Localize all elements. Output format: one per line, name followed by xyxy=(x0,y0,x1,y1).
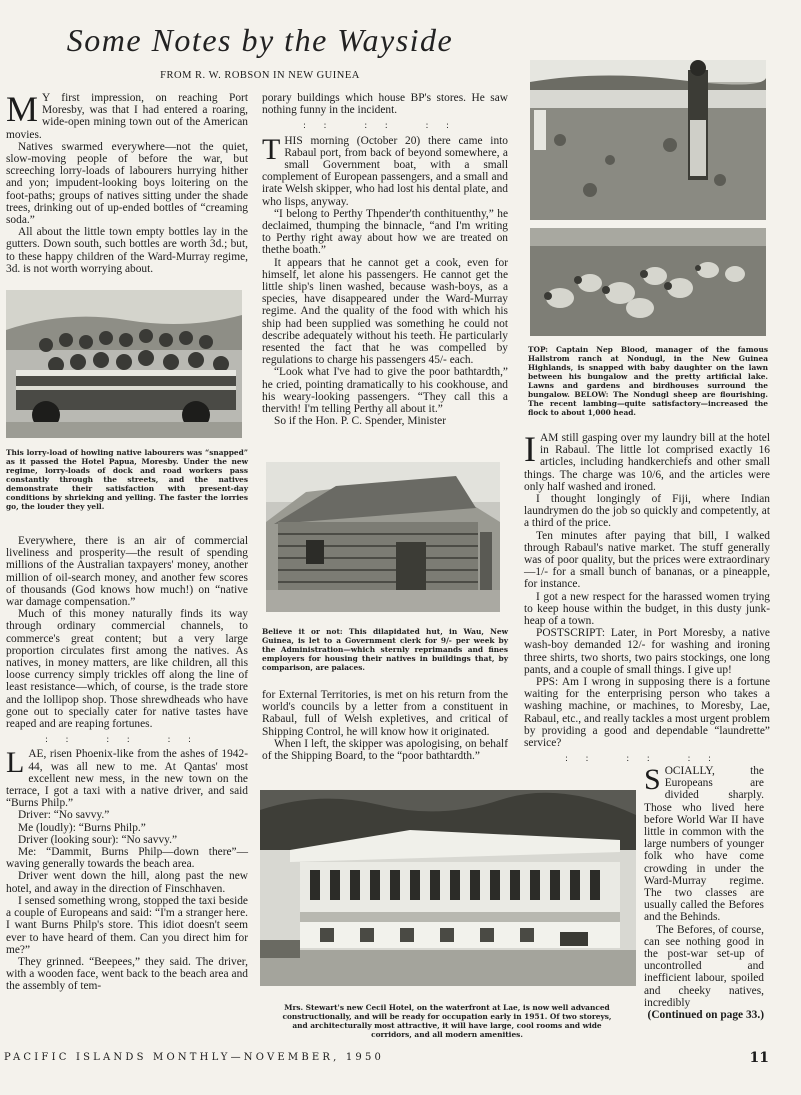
photo-caption-nondugl: TOP: Captain Nep Blood, manager of the famous Hallstrom ranch at Nondugl, in the New Guinea Highlands, is snapped with baby daughter on the lawn between his bungalow and the pretty artificial lake. Lawns and gardens and birdhouses surround the bungalow. BELOW: The Nondugl sheep are flourishing. The recent lambing—quite satisfactory—increased the flock to about 1,000 head. xyxy=(528,345,768,417)
paragraph: POSTSCRIPT: Later, in Port Moresby, a native wash-boy demanded 12/- for washing and ironing three shirts, two shorts, two pairs stockings, one long pants, and a couple of small things. I give up! xyxy=(524,627,770,676)
paragraph: “Look what I've had to give the poor bathtardth,” he cried, pointing dramatically to his cookhouse, and his weary-looking passengers. “They call this a thervith! I'm telling Perthy all about it.” xyxy=(262,366,508,416)
section-separator: :: :: :: xyxy=(565,753,729,764)
paragraph: HIS morning (October 20) there came into Rabaul port, from back of beyond somewhere, a small Government boat, with a small complement of European passengers, and a small and irate Welsh skipper, who had lost his dental plate, and who lisps, anyway. xyxy=(262,134,508,208)
paragraph: Much of this money naturally finds its way through ordinary commercial channels, to commerce's great content; but a very large proportion circulates first among the natives. As natives, in money matters, are like children, all this loose currency simply trickles off along the line of least resistance—which, of course, is the trade store and the lollipop shop. Those shrewdheads who have gone out to specially cater for native tastes have reaped and are reaping fortunes. xyxy=(6,608,248,731)
continued-note: (Continued on page 33.) xyxy=(647,1009,764,1022)
drop-cap: T xyxy=(262,132,281,166)
photo-cecil-hotel xyxy=(260,790,636,986)
section-separator: :: :: :: xyxy=(45,734,209,745)
column-2-top xyxy=(262,92,508,427)
column-1-top xyxy=(6,89,248,275)
drop-cap: M xyxy=(6,89,39,129)
paragraph: Y first impression, on reaching Port Moresby, was that I had entered a roaring, wide-open mining town out of the American movies. xyxy=(6,92,248,141)
paragraph: Everywhere, there is an air of commercial liveliness and prosperity—the result of spending millions of the Australian taxpayers' money, another million of oil-search money, and another few scores of thousands (God knows how much!) on “native war damage compensation.” xyxy=(6,535,248,609)
dialogue-line: Me: “Dammit, Burns Philp—down there”—waving generally towards the beach area. xyxy=(6,846,248,871)
paragraph: I got a new respect for the harassed women trying to keep house within the budget, in this dusty junk-heap of a town. xyxy=(524,590,770,628)
paragraph: All about the little town empty bottles lay in the gutters. Down south, such bottles are worth 3d.; but, to these happy children of the Ward-Murray regime, 3d. is not worth worrying about. xyxy=(6,226,248,275)
column-3-top xyxy=(524,429,770,767)
paragraph: porary buildings which house BP's stores. He saw nothing funny in the incident. xyxy=(262,92,508,117)
paragraph: PPS: Am I wrong in supposing there is a fortune waiting for the enterprising person who takes a washing machine, or machines, to Moresby, Lae, Rabaul, etc., and really tackles a most urgent problem by providing a good and dependable “laundrette” service? xyxy=(524,676,770,750)
paragraph: So if the Hon. P. C. Spender, Minister xyxy=(274,415,446,428)
paragraph: They grinned. “Beepees,” they said. The driver, with a wooden face, went back to the beach area and the assembly of tem- xyxy=(6,955,248,993)
paragraph: I thought longingly of Fiji, where Indian laundrymen do the job so quickly and competently, at a third of the price. xyxy=(524,493,770,530)
magazine-issue: PACIFIC ISLANDS MONTHLY—NOVEMBER, 1950 xyxy=(4,1052,385,1063)
drop-cap: L xyxy=(6,746,25,780)
column-3-narrow xyxy=(644,765,764,1021)
paragraph: The Befores, of course, can see nothing good in the post-war set-up of uncontrolled and inefficient labour, spoiled and cheeky natives, incredibly xyxy=(644,923,764,1009)
photo-caption-hotel: Mrs. Stewart's new Cecil Hotel, on the waterfront at Lae, is now well advanced constructionally, and will be ready for occupation early in 1951. Of two storeys, and architecturally most attractive, it will have large, cool rooms and wide corridors, and all modern amenities. xyxy=(282,1003,612,1039)
paragraph: It appears that he cannot get a cook, even for himself, let alone his passengers. He cannot get the little ship's linen washed, because wash-boys, as a species, have disappeared under the Ward-Murray regime. And the quality of the food with which his ship had been supplied was something he could not describe adequately without his teeth. He particularly resented the fact that he was compelled by regulations to charge his passengers 45/- each. xyxy=(262,256,508,367)
section-separator: :: :: :: xyxy=(303,120,467,131)
photo-caption-lorry: This lorry-load of howling native labourers was “snapped” as it passed the Hotel Papua, Moresby. Under the new regime, lorry-loads of dock and road workers pass constantly through the streets, and the natives demonstrate their satisfaction with present-day conditions by shrieking and yelling. The faster the lorries go, the louder they yell. xyxy=(6,448,248,511)
drop-cap: S xyxy=(644,763,661,796)
paragraph: AM still gasping over my laundry bill at the hotel in Rabaul. The little lot comprised exactly 16 articles, including handkerchiefs and other small things. The charge was 10/6, and the articles were only half washed and ironed. xyxy=(524,432,770,493)
paragraph: AE, risen Phoenix-like from the ashes of 1942-44, was all new to me. At Qantas' most excellent new mess, in the new town on the terrace, I got a taxi with a native driver, and said “Burns Philp.” xyxy=(6,748,248,810)
photo-wau-hut xyxy=(266,462,500,612)
paragraph: Ten minutes after paying that bill, I walked through Rabaul's native market. The stuff generally was of poor quality, but the prices were extraordinary—1/- for a small bunch of bananas, or a pineapple, for instance. xyxy=(524,529,770,591)
paragraph: Natives swarmed everywhere—not the quiet, slow-moving people of before the war, but screeching lorry-loads of labourers hurrying hither and yon; impudent-looking boys loitering on the foot-paths; groups of natives sitting under the shade trees, drinking out of up-ended bottles of “creaming soda.” xyxy=(6,140,248,227)
column-1-bottom xyxy=(6,535,248,993)
photo-nondugl-sheep xyxy=(530,228,766,336)
paragraph: When I left, the skipper was apologising, on behalf of the Shipping Board, to the “poor bathtardth.” xyxy=(262,737,508,763)
paragraph: Driver went down the hill, along past the new hotel, and away in the direction of Finschhaven. xyxy=(6,870,248,895)
dialogue-line: Me (loudly): “Burns Philp.” xyxy=(18,821,146,834)
photo-caption-hut: Believe it or not: This dilapidated hut, in Wau, New Guinea, is let to a Government clerk for 9/- per week by the Administration—which sternly reprimands and fines employers for housing their natives in buildings that, by comparison, are palaces. xyxy=(262,627,508,672)
paragraph: OCIALLY, the Europeans are divided sharply. Those who lived here before World War II have little in common with the large numbers of younger folk who have come crowding in under the Ward-Murray regime. The two classes are usually called the Befores and the Behinds. xyxy=(644,765,764,924)
page-footer xyxy=(4,1052,799,1070)
paragraph: “I belong to Perthy Thpender'th conthituenthy,” he declaimed, thumping the binnacle, “and I'm writing to Perthy right away about how we are treated on thethe boath.” xyxy=(262,207,508,257)
photo-captain-blood xyxy=(530,60,766,220)
drop-cap: I xyxy=(524,429,536,469)
dialogue-line: Driver (looking sour): “No savvy.” xyxy=(18,833,178,846)
paragraph: for External Territories, is met on his return from the world's councils by a letter from a constituent in Rabaul, full of Welsh expletives, and critical of Shipping Control, he will know how it originated. xyxy=(262,689,508,738)
paragraph: I sensed something wrong, stopped the taxi beside a couple of Europeans and said: “I'm a stranger here. I want Burns Philp's store. This idiot doesn't seem ever to have heard of them. Can you direct him for me?” xyxy=(6,894,248,956)
dialogue-line: Driver: “No savvy.” xyxy=(18,809,110,822)
photo-lorry-labourers xyxy=(6,290,242,438)
column-2-bottom xyxy=(262,689,508,762)
article-title: Some Notes by the Wayside xyxy=(66,22,454,58)
byline: FROM R. W. ROBSON IN NEW GUINEA xyxy=(160,70,360,81)
page-number: 11 xyxy=(749,1050,769,1066)
